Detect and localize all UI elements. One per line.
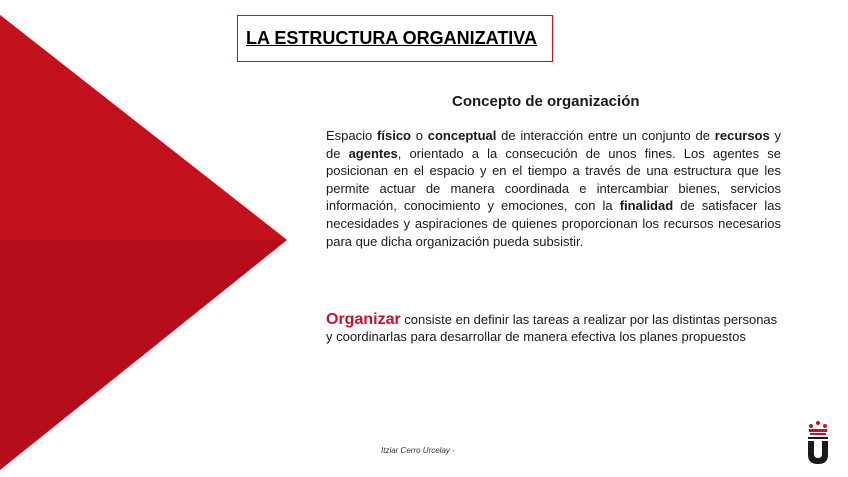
text-run: , orientado a la consecución de unos fines. Los agentes se posicionan en el espacio y en el tiempo a través de una estructura que les permite actuar de manera coordinada e intercambiar bienes, servicios información, conocimiento y emociones, con la [326, 145, 781, 214]
organizar-paragraph [326, 311, 786, 345]
text-run: y de [326, 128, 781, 161]
slide-title: LA ESTRUCTURA ORGANIZATIVA [246, 28, 537, 48]
text-run: de satisfacer las necesidades y aspiraciones de quienes proporcionan los recursos necesarios para que dicha organización pueda subsistir. [326, 198, 782, 249]
bold-term: agentes [348, 145, 398, 161]
slide-subtitle: Concepto de organización [452, 93, 640, 110]
definition-paragraph [326, 127, 781, 250]
title-box [237, 15, 553, 62]
red-triangle-decoration [0, 0, 290, 477]
bold-term: físico [377, 128, 411, 143]
university-logo-icon [806, 420, 830, 464]
footer-author: Itziar Cerro Urcelay - [381, 446, 455, 455]
bold-term: conceptual [427, 128, 497, 143]
text-run: Espacio [326, 128, 378, 143]
organizar-keyword: Organizar [326, 311, 401, 328]
text-run: o [411, 128, 428, 143]
bold-term: finalidad [619, 198, 674, 214]
bold-term: recursos [714, 128, 770, 143]
text-run: de interacción entre un conjunto de [496, 128, 715, 143]
organizar-text: consiste en definir las tareas a realizar por las distintas personas y coordinarlas para desarrollar de manera efectiva los planes propuestos [326, 312, 778, 344]
